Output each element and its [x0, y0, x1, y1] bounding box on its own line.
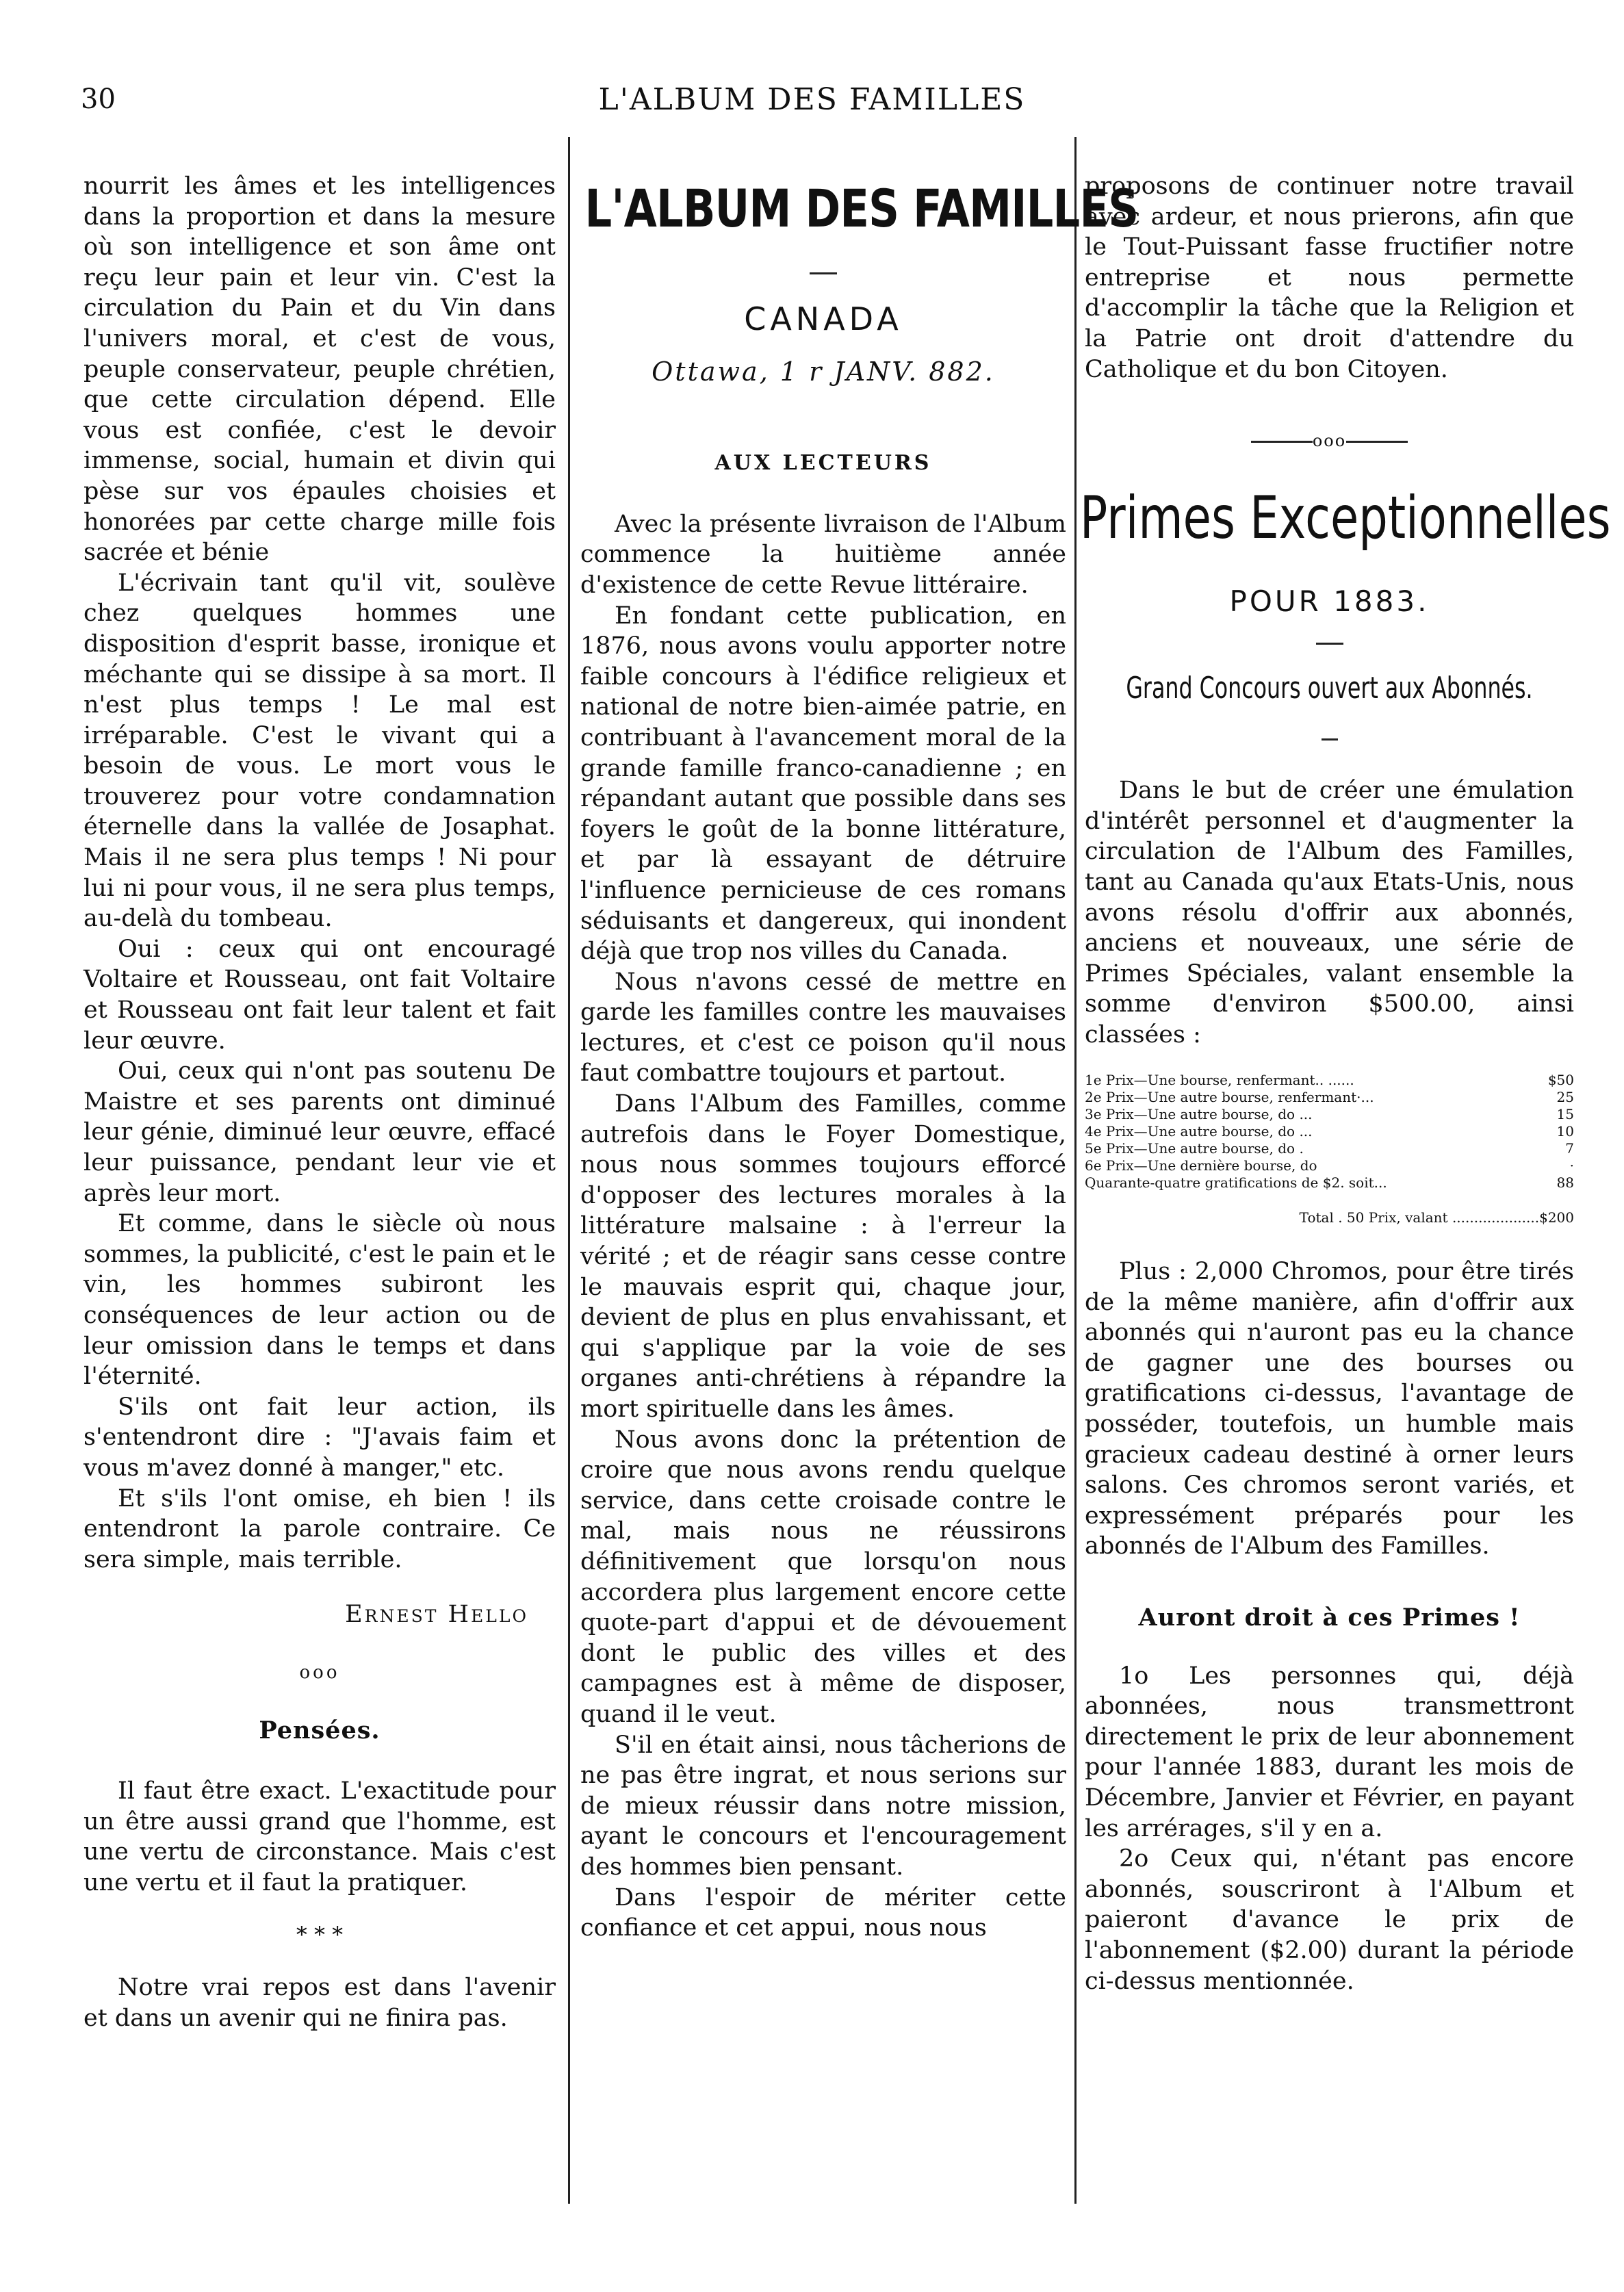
author-signature: Ernest Hello: [345, 1601, 528, 1629]
paragraph: Plus : 2,000 Chromos, pour être tirés de la même manière, afin d'offrir aux abonnés qui n'auront pas eu la chance de gagner une des bourses ou gratifications ci-dessus, l'avantage de posséder, toutefois, un humble mais gracieux cadeau destiné à orner leurs salons. Ces chromos seront variés, et expressément préparés pour les abonnés de l'Album des Familles.: [1085, 1258, 1574, 1560]
prize-row: 5e Prix—Une autre bourse, do . 7: [1085, 1140, 1574, 1157]
prize-row: 2e Prix—Une autre bourse, renfermant·... 25: [1085, 1089, 1574, 1106]
prize-table: [1085, 1072, 1574, 1192]
paragraph: S'ils ont fait leur action, ils s'entendront dire : "J'avais faim et vous m'avez donné à manger," etc.: [83, 1393, 556, 1482]
column-rule-2: [1074, 137, 1077, 2204]
paragraph: Nous avons donc la prétention de croire que nous avons rendu quelque service, dans cette croisade contre le mal, mais nous ne réussirons définitivement que lorsqu'on nous accordera plus largement encore cette quote-part d'appui et de dévouement dont le public des villes et des campagnes est à même de disposer, quand il le veut.: [580, 1426, 1066, 1728]
masthead-title: L'ALBUM DES FAMILLES: [584, 178, 1139, 239]
paragraph: En fondant cette publication, en 1876, nous avons voulu apporter notre faible concours à l'édifice religieux et national de notre bien-aimée patrie, en contribuant à l'avancement moral de la grande famille franco-canadienne ; en répandant autant que possible dans ses foyers le goût de la bonne littérature, et par là essayant de détruire l'influence pernicieuse de ces romans séduisants et dangereux, qui inondent déjà que trop nos villes du Canada.: [580, 602, 1066, 966]
paragraph: S'il en était ainsi, nous tâcherions de ne pas être ingrat, et nous serions sur de mieux réussir dans notre mission, ayant le concours et l'encouragement des hommes bien pensant.: [580, 1731, 1066, 1881]
section-separator: ooo: [299, 1662, 340, 1683]
paragraph: 2o Ceux qui, n'étant pas encore abonnés, souscriront à l'Album et paieront d'avance le prix de l'abonnement ($2.00) durant la période ci-dessus mentionnée.: [1085, 1845, 1574, 1995]
section-heading: AUX LECTEURS: [714, 451, 932, 476]
primes-year: POUR 1883.: [1229, 584, 1430, 618]
prize-row: 6e Prix—Une dernière bourse, do ·: [1085, 1157, 1574, 1174]
paragraph: Et comme, dans le siècle où nous sommes, la publicité, c'est le pain et le vin, les hommes subiront les conséquences de leur action ou de leur omission dans le temps et dans l'éternité.: [83, 1210, 556, 1391]
pensees-heading: Pensées.: [259, 1716, 381, 1744]
masthead-country: CANADA: [744, 300, 903, 337]
paragraph: Nous n'avons cessé de mettre en garde les familles contre les mauvaises lectures, et c'est ce poison qu'il nous faut combattre toujours et partout.: [580, 968, 1066, 1087]
column-right: [1079, 171, 1611, 1996]
prize-row: 3e Prix—Une autre bourse, do ... 15: [1085, 1106, 1574, 1123]
paragraph: Notre vrai repos est dans l'avenir et dans un avenir qui ne finira pas.: [83, 1974, 556, 2032]
prize-row: Quarante-quatre gratifications de $2. soit... 88: [1085, 1174, 1574, 1192]
paragraph: Dans l'Album des Familles, comme autrefois dans le Foyer Domestique, nous nous sommes toujours efforcé d'opposer des lectures morales à la littérature malsaine : à l'erreur la vérité ; et de réagir sans cesse contre le mauvais esprit qui, chaque jour, devient de plus en plus envahissant, et qui s'applique par la voie de ses organes anti-chrétiens à répandre la mort spirituelle dans les âmes.: [580, 1090, 1066, 1423]
paragraph: proposons de continuer notre travail avec ardeur, et nous prierons, afin que le Tout-Puissant fasse fructifier notre entreprise et nous permette d'accomplir la tâche que la Religion et la Patrie ont droit d'attendre du Catholique et du bon Citoyen.: [1085, 172, 1574, 383]
column-left: [83, 171, 556, 2033]
paragraph: Oui, ceux qui n'ont pas soutenu De Maistre et ses parents ont diminué leur génie, diminué leur œuvre, effacé leur puissance, pendant leur vie et après leur mort.: [83, 1057, 556, 1207]
column-middle: [580, 171, 1139, 1944]
ornament-text: ooo: [1312, 431, 1347, 451]
column-rule-1: [568, 137, 570, 2204]
prize-row: 1e Prix—Une bourse, renfermant.. ...... $50: [1085, 1072, 1574, 1089]
masthead-divider: [580, 252, 1066, 283]
prize-row: 4e Prix—Une autre bourse, do ... 10: [1085, 1123, 1574, 1140]
primes-title: Primes Exceptionnelles: [1079, 483, 1611, 552]
ornament-separator: [1085, 426, 1574, 456]
paragraph: Il faut être exact. L'exactitude pour un être aussi grand que l'homme, est une vertu de circonstance. Mais c'est une vertu et il faut la pratiquer.: [83, 1777, 556, 1896]
masthead-dateline: Ottawa, 1 r JANV. 882.: [652, 356, 995, 387]
divider: [1085, 718, 1574, 749]
paragraph: L'écrivain tant qu'il vit, soulève chez quelques hommes une disposition d'esprit basse, ironique et méchante qui se dissipe à sa mort. Il n'est plus temps ! Le mal est irréparable. C'est le vivant qui a besoin de vous. Le mort vous le trouverez pour votre condamnation éternelle dans la vallée de Josaphat. Mais il ne sera plus temps ! Ni pour lui ni pour vous, il ne sera plus temps, au-delà du tombeau.: [83, 569, 556, 933]
page-number: 30: [81, 83, 116, 115]
paragraph: Avec la présente livraison de l'Album commence la huitième année d'existence de cette Revue littéraire.: [580, 510, 1066, 599]
section-heading: Auront droit à ces Primes !: [1138, 1604, 1521, 1632]
running-header: [0, 77, 1624, 125]
paragraph: Oui : ceux qui ont encouragé Voltaire et Rousseau, ont fait Voltaire et Rousseau ont fait leur talent et fait leur œuvre.: [83, 935, 556, 1055]
paragraph: Et s'ils l'ont omise, eh bien ! ils entendront la parole contraire. Ce sera simple, mais terrible.: [83, 1484, 556, 1573]
prize-total: Total . 50 Prix, valant ....................$200: [1299, 1209, 1574, 1226]
concours-title: Grand Concours ouvert aux Abonnés.: [1126, 670, 1533, 706]
paragraph: Dans le but de créer une émulation d'intérêt personnel et d'augmenter la circulation de l'Album des Familles, tant au Canada qu'aux Etats-Unis, nous avons résolu d'offrir aux abonnés, anciens et nouveaux, une série de Primes Spéciales, valant ensemble la somme d'environ $500.00, ainsi classées :: [1085, 777, 1574, 1048]
paragraph: 1o Les personnes qui, déjà abonnées, nous transmettront directement le prix de leur abonnement pour l'année 1883, durant les mois de Décembre, Janvier et Février, en payant les arrérages, s'il y en a.: [1085, 1662, 1574, 1842]
paragraph: Dans l'espoir de mériter cette confiance et cet appui, nous nous: [580, 1883, 1066, 1942]
paragraph: nourrit les âmes et les intelligences dans la proportion et dans la mesure où son intelligence et son âme ont reçu leur pain et leur vin. C'est la circulation du Pain et du Vin dans l'univers moral, et c'est de vous, peuple conservateur, peuple chrétien, que cette circulation dépend. Elle vous est confiée, c'est le devoir immense, social, humain et divin qui pèse sur vos épaules choisies et honorées par cette charge mille fois sacrée et bénie: [83, 172, 556, 567]
running-title: L'ALBUM DES FAMILLES: [598, 82, 1026, 117]
asterism: * * *: [296, 1922, 344, 1948]
divider: [1085, 622, 1574, 653]
